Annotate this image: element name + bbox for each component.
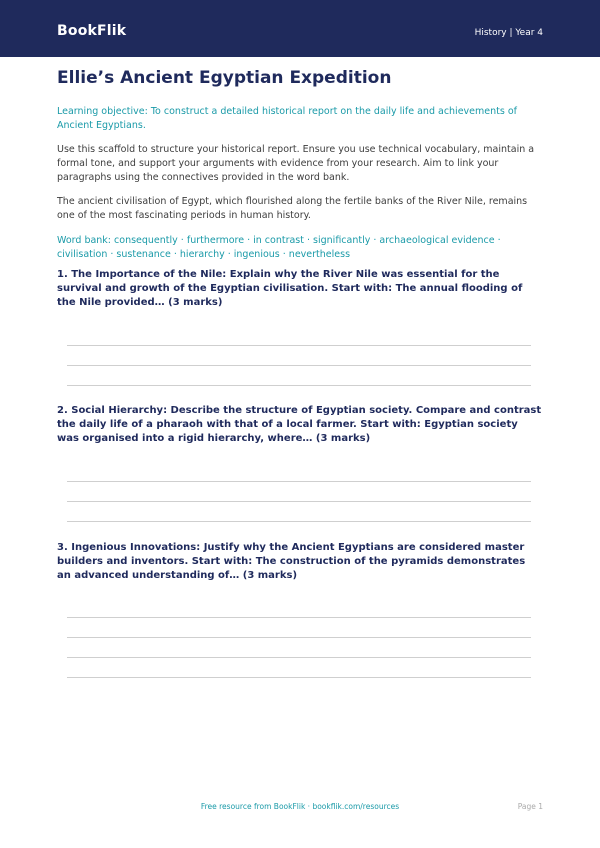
instructions: Use this scaffold to structure your historical report. Ensure you use technical vocabulary, maintain a formal tone, and support your arguments with evidence from your research. Aim to link your paragraphs using the connectives provided in the word bank. xyxy=(57,144,535,183)
answer-line[interactable] xyxy=(67,481,531,482)
answer-line[interactable] xyxy=(67,501,531,502)
page-header xyxy=(0,0,600,57)
question-1-text: 1. The Importance of the Nile: Explain why the River Nile was essential for the survival and growth of the Egyptian civilisation. Start with: The annual flooding of the Nile provided… (3 marks) xyxy=(57,269,523,308)
answer-line[interactable] xyxy=(67,657,531,658)
answer-line[interactable] xyxy=(67,617,531,618)
subject-label: History | Year 4 xyxy=(474,28,543,38)
answer-line[interactable] xyxy=(67,385,531,386)
question-3-text: 3. Ingenious Innovations: Justify why the Ancient Egyptians are considered master builders and inventors. Start with: The construction of the pyramids demonstrates an advanced understanding of… (3 marks) xyxy=(57,542,526,581)
page-number: Page 1 xyxy=(517,802,543,811)
question-1 xyxy=(57,268,542,310)
learning-objective: Learning objective: To construct a detailed historical report on the daily life and achievements of Ancient Egyptians. xyxy=(57,106,517,131)
word-bank: Word bank: consequently · furthermore · in contrast · significantly · archaeological evidence · civilisation · sustenance · hierarchy · ingenious · nevertheless xyxy=(57,235,501,260)
page-title: Ellie’s Ancient Egyptian Expedition xyxy=(57,68,392,88)
question-2-text: 2. Social Hierarchy: Describe the structure of Egyptian society. Compare and contrast the daily life of a pharaoh with that of a local farmer. Start with: Egyptian society was organised into a rigid hierarchy, where… (3 marks) xyxy=(57,405,542,444)
question-3 xyxy=(57,541,542,583)
intro-section xyxy=(57,62,542,262)
answer-line[interactable] xyxy=(67,521,531,522)
answer-line[interactable] xyxy=(67,365,531,366)
answer-line[interactable] xyxy=(67,637,531,638)
question-2 xyxy=(57,404,542,446)
footer-source: Free resource from BookFlik · bookflik.com/resources xyxy=(200,802,400,811)
answer-line[interactable] xyxy=(67,345,531,346)
answer-line[interactable] xyxy=(67,677,531,678)
brand-logo: BookFlik xyxy=(57,23,127,39)
intro-text: The ancient civilisation of Egypt, which flourished along the fertile banks of the River Nile, remains one of the most fascinating periods in human history. xyxy=(57,196,528,221)
